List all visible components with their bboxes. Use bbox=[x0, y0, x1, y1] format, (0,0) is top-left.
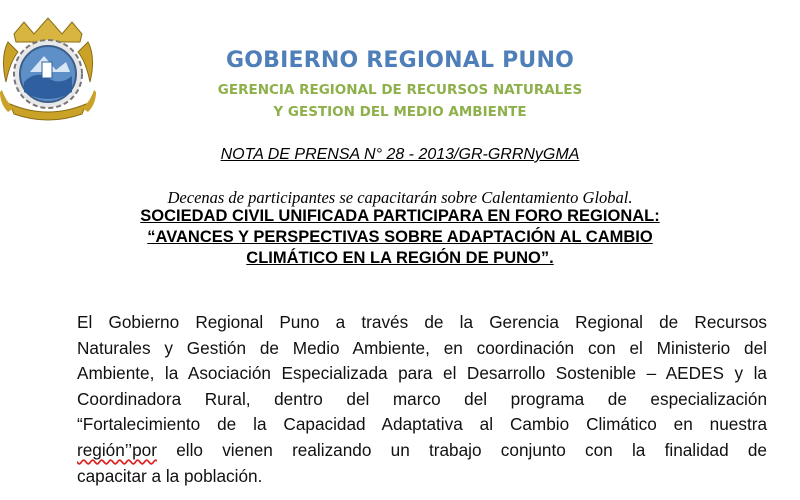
body-line: capacitar a la población. bbox=[77, 465, 263, 486]
body-line-rest: ello vienen realizando un trabajo conjunto con la finalidad de bbox=[156, 439, 767, 460]
body-line: Naturales y Gestión de Medio Ambiente, en coordinación con el Ministerio del bbox=[77, 337, 767, 358]
department-line-1: GERENCIA REGIONAL DE RECURSOS NATURALES bbox=[217, 82, 583, 98]
press-note-number: NOTA DE PRENSA N° 28 - 2013/GR-GRRNyGMA bbox=[220, 146, 580, 163]
body-line: “Fortalecimiento de la Capacidad Adaptativa al Cambio Climático en nuestra bbox=[77, 414, 767, 435]
body-paragraph bbox=[77, 310, 767, 489]
headline-line-3: CLIMÁTICO EN LA REGIÓN DE PUNO”. bbox=[246, 249, 554, 267]
headline-line-2: “AVANCES Y PERSPECTIVAS SOBRE ADAPTACIÓN AL CAMBIO bbox=[147, 228, 653, 246]
headline-line-1: SOCIEDAD CIVIL UNIFICADA PARTICIPARA EN FORO REGIONAL: bbox=[140, 207, 660, 225]
spellcheck-marked-word: región’’por bbox=[77, 439, 157, 460]
headline bbox=[0, 206, 800, 269]
department-line-2: Y GESTION DEL MEDIO AMBIENTE bbox=[273, 104, 527, 120]
body-line: Ambiente, la Asociación Especializada para el Desarrollo Sostenible – AEDES y la bbox=[77, 363, 767, 384]
lede-text: Decenas de participantes se capacitarán sobre Calentamiento Global. bbox=[167, 188, 633, 207]
body-line: Coordinadora Rural, dentro del marco del programa de especialización bbox=[77, 388, 767, 409]
body-line bbox=[77, 438, 767, 464]
body-line: El Gobierno Regional Puno a través de la Gerencia Regional de Recursos bbox=[77, 312, 767, 332]
organization-title: GOBIERNO REGIONAL PUNO bbox=[226, 48, 574, 73]
